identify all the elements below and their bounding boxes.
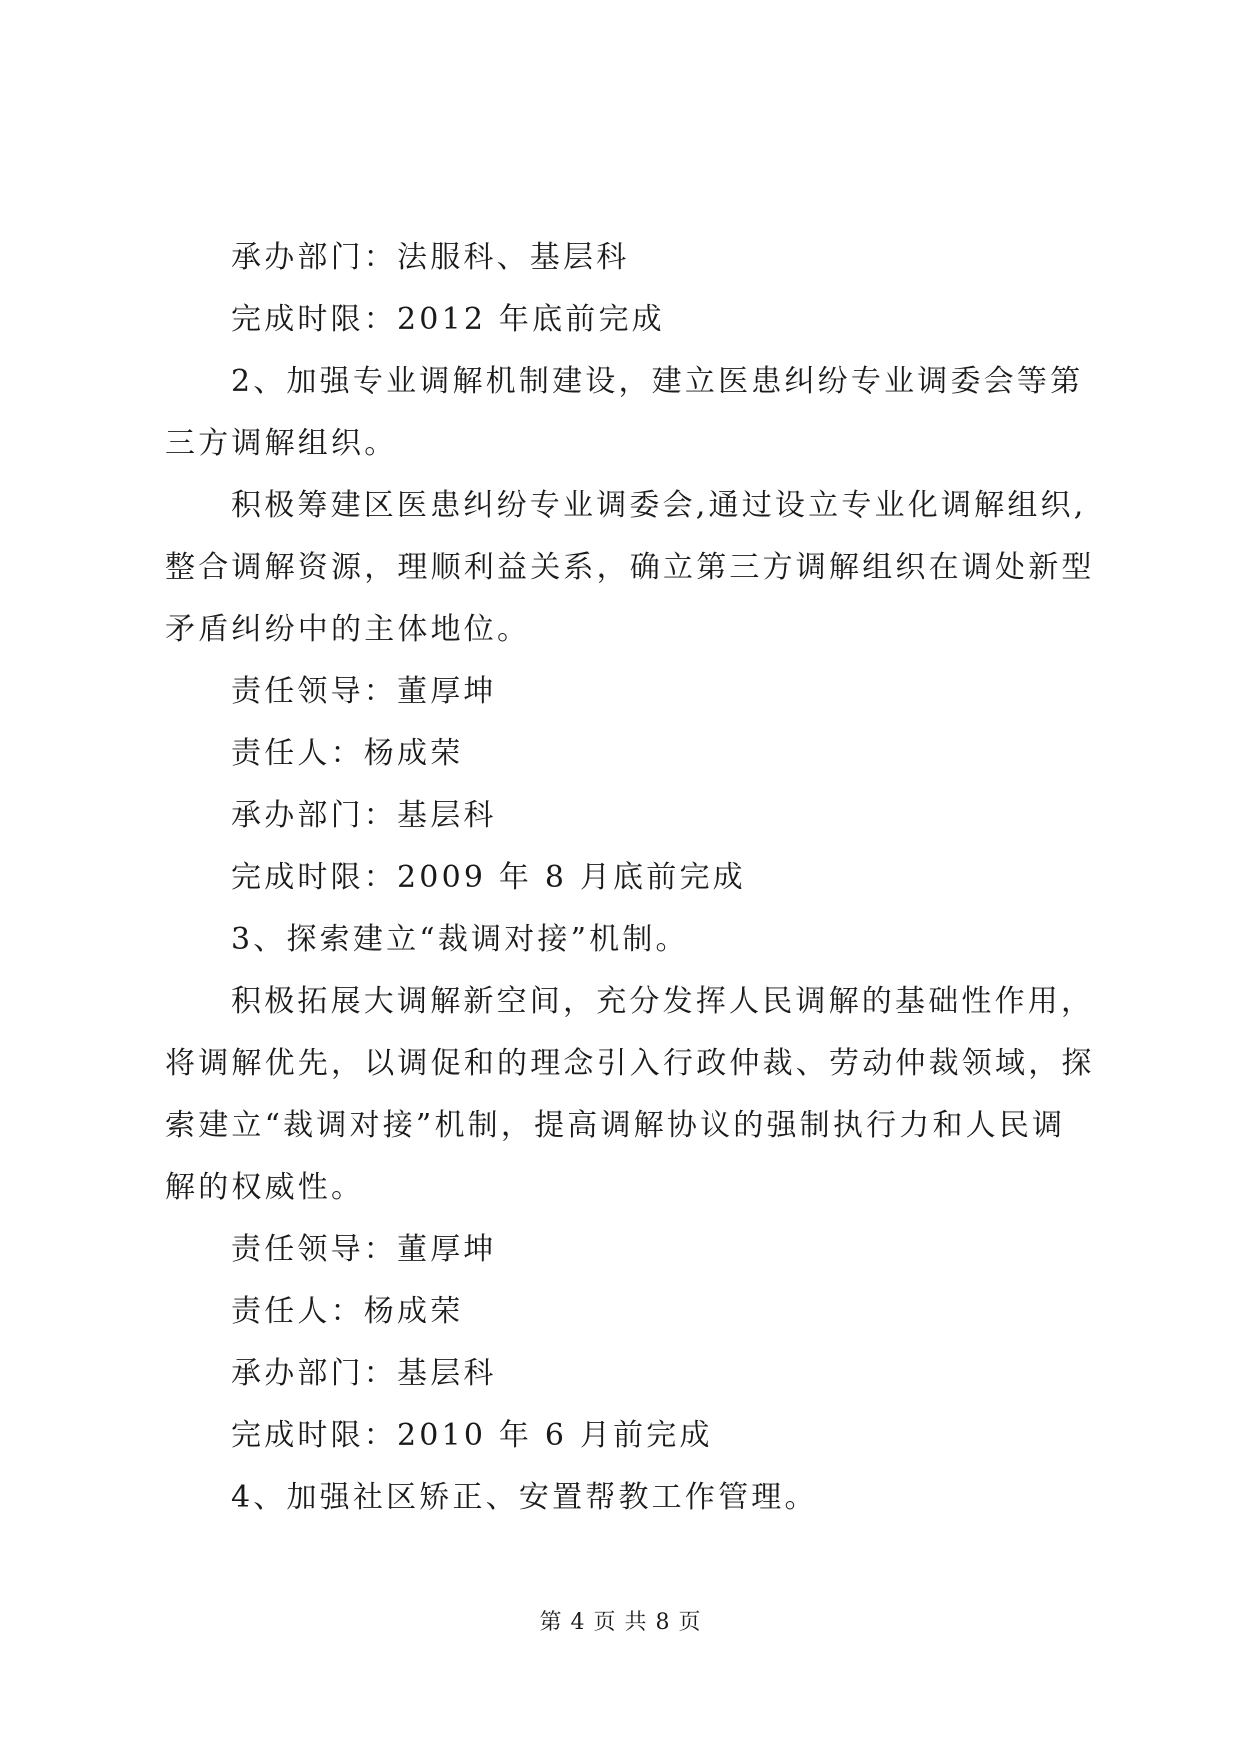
item3-deadline: 完成时限：2010 年 6 月前完成 xyxy=(231,1418,713,1453)
item3-paragraph-line3: 索建立“裁调对接”机制，提高调解协议的强制执行力和人民调 xyxy=(165,1108,1066,1143)
item4-heading: 4、加强社区矫正、安置帮教工作管理。 xyxy=(231,1480,818,1515)
item3-heading: 3、探索建立“裁调对接”机制。 xyxy=(231,922,689,957)
item2-dept: 承办部门：基层科 xyxy=(231,798,497,833)
block1-dept: 承办部门：法服科、基层科 xyxy=(231,240,630,275)
item2-deadline: 完成时限：2009 年 8 月底前完成 xyxy=(231,860,746,895)
item3-paragraph-line1: 积极拓展大调解新空间，充分发挥人民调解的基础性作用， xyxy=(231,984,1095,1019)
item2-paragraph-line3: 矛盾纠纷中的主体地位。 xyxy=(165,612,531,647)
block1-deadline: 完成时限：2012 年底前完成 xyxy=(231,302,665,337)
item2-heading-line1: 2、加强专业调解机制建设，建立医患纠纷专业调委会等第 xyxy=(231,364,1084,399)
item2-paragraph-line1: 积极筹建区医患纠纷专业调委会,通过设立专业化调解组织, xyxy=(231,488,1087,523)
page-number-footer: 第 4 页 共 8 页 xyxy=(539,1610,702,1635)
item3-person: 责任人：杨成荣 xyxy=(231,1294,464,1329)
item2-paragraph-line2: 整合调解资源，理顺利益关系，确立第三方调解组织在调处新型 xyxy=(165,550,1095,585)
item3-paragraph-line2: 将调解优先，以调促和的理念引入行政仲裁、劳动仲裁领域，探 xyxy=(165,1046,1095,1081)
item3-leader: 责任领导：董厚坤 xyxy=(231,1232,497,1267)
item3-dept: 承办部门：基层科 xyxy=(231,1356,497,1391)
item2-person: 责任人：杨成荣 xyxy=(231,736,464,771)
item2-heading-line2: 三方调解组织。 xyxy=(165,426,398,461)
item2-leader: 责任领导：董厚坤 xyxy=(231,674,497,709)
item3-paragraph-line4: 解的权威性。 xyxy=(165,1170,365,1205)
